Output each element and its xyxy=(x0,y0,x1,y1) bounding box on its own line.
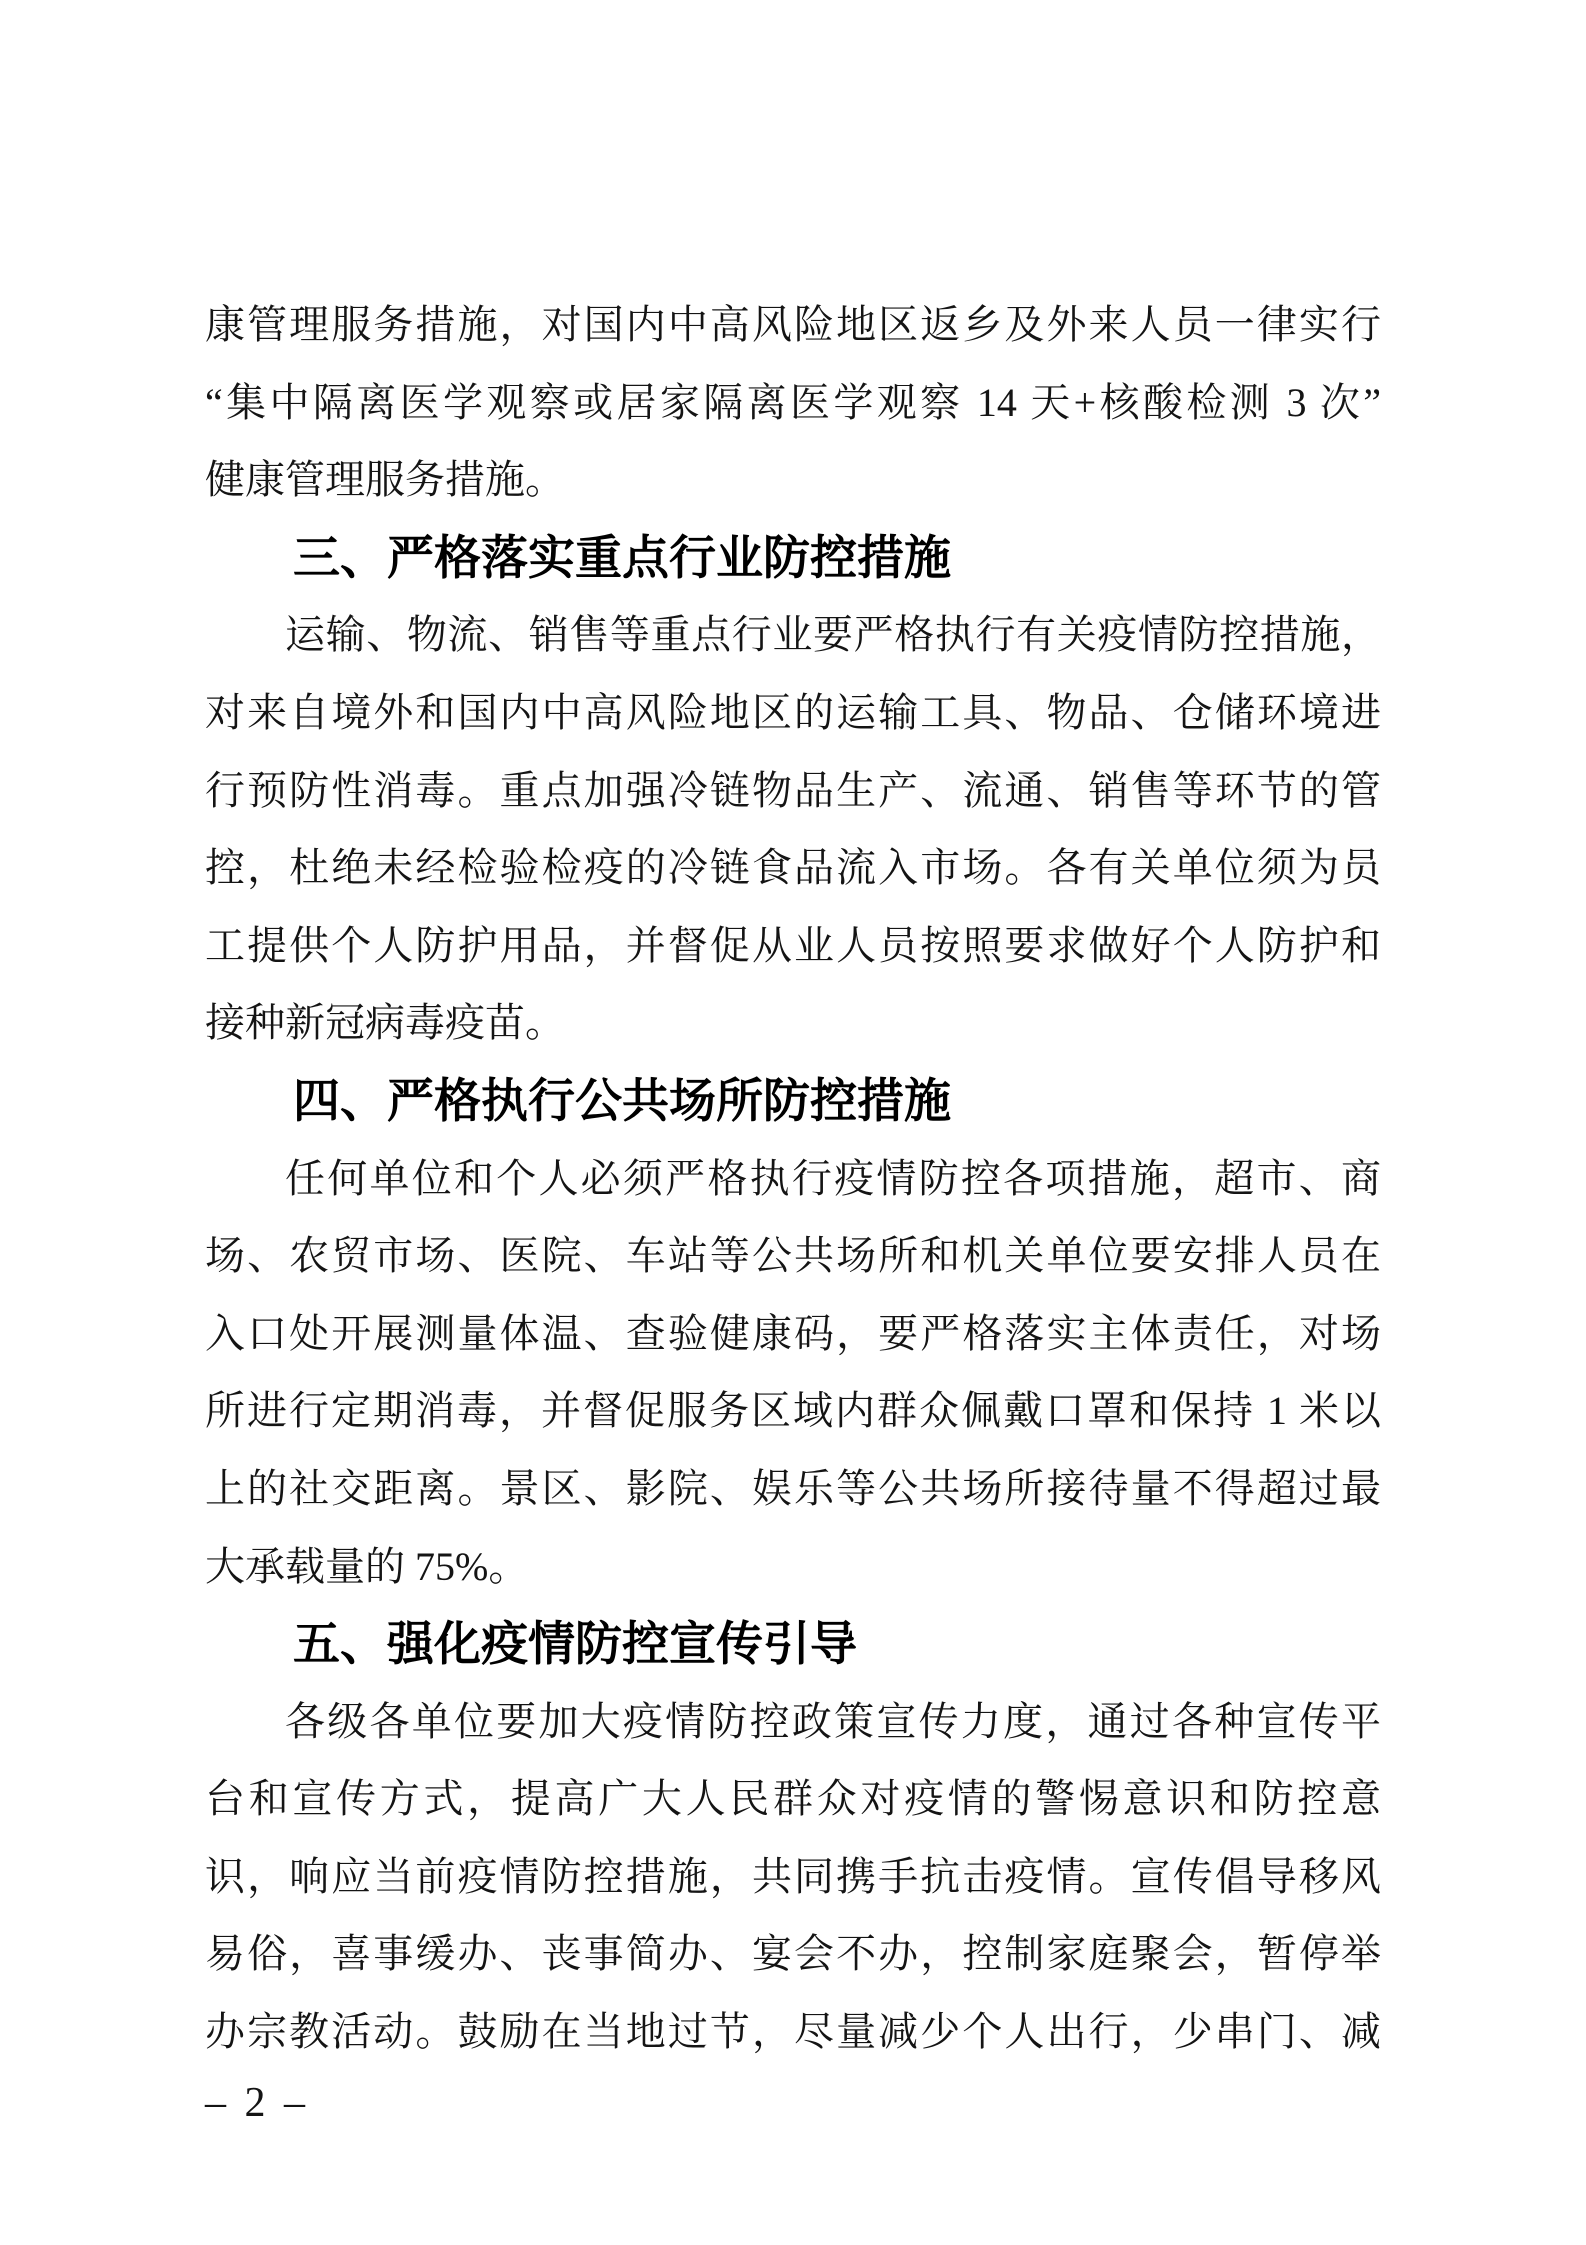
text-line: 对来自境外和国内中高风险地区的运输工具、物品、仓储环境进 xyxy=(205,689,1381,735)
text-line: 大承载量的 75%。 xyxy=(205,1543,529,1589)
text-line: 识，响应当前疫情防控措施，共同携手抗击疫情。宣传倡导移风 xyxy=(205,1853,1381,1899)
text-line: 控，杜绝未经检验检疫的冷链食品流入市场。各有关单位须为员 xyxy=(205,845,1381,891)
text-line: 所进行定期消毒，并督促服务区域内群众佩戴口罩和保持 1 米以 xyxy=(205,1388,1381,1434)
text-line: 工提供个人防护用品，并督促从业人员按照要求做好个人防护和 xyxy=(205,922,1381,968)
text-line: 各级各单位要加大疫情防控政策宣传力度，通过各种宣传平 xyxy=(285,1698,1381,1744)
text-line: 运输、物流、销售等重点行业要严格执行有关疫情防控措施， xyxy=(285,612,1381,658)
text-line: 健康管理服务措施。 xyxy=(205,457,565,503)
section-heading: 四、严格执行公共场所防控措施 xyxy=(293,1073,951,1127)
text-line: 上的社交距离。景区、影院、娱乐等公共场所接待量不得超过最 xyxy=(205,1465,1381,1511)
text-line: 台和宣传方式，提高广大人民群众对疫情的警惕意识和防控意 xyxy=(205,1776,1381,1822)
text-line: 行预防性消毒。重点加强冷链物品生产、流通、销售等环节的管 xyxy=(205,767,1381,813)
text-line: 办宗教活动。鼓励在当地过节，尽量减少个人出行，少串门、减 xyxy=(205,2009,1381,2055)
text-line: 康管理服务措施，对国内中高风险地区返乡及外来人员一律实行 xyxy=(205,302,1381,347)
text-line: 易俗，喜事缓办、丧事简办、宴会不办，控制家庭聚会，暂停举 xyxy=(205,1931,1381,1977)
section-heading: 五、强化疫情防控宣传引导 xyxy=(293,1617,857,1671)
page-number: – 2 – xyxy=(205,2080,309,2126)
text-line: 场、农贸市场、医院、车站等公共场所和机关单位要安排人员在 xyxy=(205,1233,1381,1279)
text-line: 入口处开展测量体温、查验健康码，要严格落实主体责任，对场 xyxy=(205,1310,1381,1356)
text-line: 接种新冠病毒疫苗。 xyxy=(205,1000,565,1046)
text-line: “集中隔离医学观察或居家隔离医学观察 14 天+核酸检测 3 次” xyxy=(205,379,1381,425)
section-heading: 三、严格落实重点行业防控措施 xyxy=(293,530,951,584)
document-body xyxy=(205,286,1381,2071)
text-line: 任何单位和个人必须严格执行疫情防控各项措施，超市、商 xyxy=(285,1155,1381,1201)
